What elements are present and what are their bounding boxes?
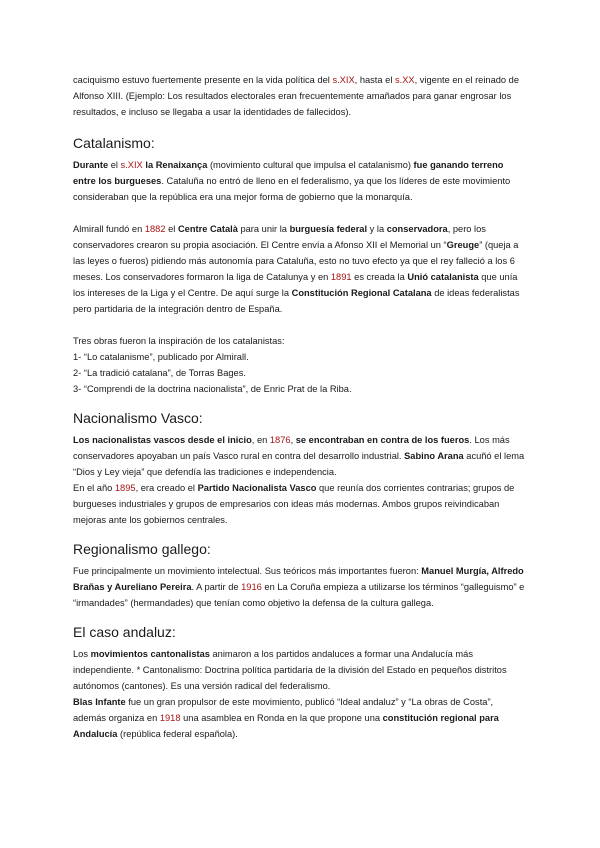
heading-catalanismo: Catalanismo: xyxy=(73,135,155,151)
century-xix: s.XIX xyxy=(332,75,355,85)
heading-caso-andaluz: El caso andaluz: xyxy=(73,624,176,640)
andaluz-paragraph-2: Blas Infante fue un gran propulsor de este movimiento, publicó “Ideal andaluz” y “La obras de Costa”, además organiza en 1918 una asamblea en Ronda en la que propone una constitución regional para Andalucía (república federal española). xyxy=(73,697,499,739)
nacionalismo-paragraph-2: En el año 1895, era creado el Partido Nacionalista Vasco que reunía dos corrientes contrarias; grupos de burgueses industriales y grupos de empresarios con ideas más modernas. Ambos grupos reivindicaban mejoras ante los gobiernos centrales. xyxy=(73,483,515,525)
andaluz-paragraph-1: Los movimientos cantonalistas animaron a los partidos andaluces a formar una Andalucía más independiente. * Cantonalismo: Doctrina política partidaria de la división del Estado en pequeños distritos autónomos (cantones). Es una versión radical del federalismo. xyxy=(73,649,507,691)
regionalismo-paragraph: Fue principalmente un movimiento intelectual. Sus teóricos más importantes fueron: Manuel Murgía, Alfredo Brañas y Aureliano Pereira. A partir de 1916 en La Coruña empieza a utilizarse los términos “galleguismo” e “irmandades” (hermandades) que tenían como objetivo la defensa de la cultura gallega. xyxy=(73,566,525,608)
spacer xyxy=(73,317,528,333)
catalanismo-paragraph-1: Durante el s.XIX la Renaixança (movimiento cultural que impulsa el catalanismo) fue ganando terreno entre los burgueses. Cataluña no entró de lleno en el federalismo, ya que los líderes de este movimiento consideraban que la república era una mejor forma de gobierno que la monarquía. xyxy=(73,160,511,202)
catalanismo-list-intro: Tres obras fueron la inspiración de los catalanistas: xyxy=(73,336,285,346)
list-item: 1- “Lo catalanisme”, publicado por Almirall. xyxy=(73,352,249,362)
heading-regionalismo-gallego: Regionalismo gallego: xyxy=(73,541,211,557)
intro-paragraph: caciquismo estuvo fuertemente presente en la vida política del s.XIX, hasta el s.XX, vigente en el reinado de Alfonso XIII. (Ejemplo: Los resultados electorales eran frecuentemente amañados para ganar engrosar los resultados, e incluso se llegaba a usar la identidades de fallecidos). xyxy=(73,75,520,117)
list-item: 3- “Comprendi de la doctrina nacionalista”, de Enric Prat de la Riba. xyxy=(73,384,352,394)
heading-nacionalismo-vasco: Nacionalismo Vasco: xyxy=(73,410,203,426)
spacer xyxy=(73,205,528,221)
list-item: 2- “La tradició catalana”, de Torras Bages. xyxy=(73,368,246,378)
catalanismo-paragraph-2: Almirall fundó en 1882 el Centre Català para unir la burguesía federal y la conservadora, pero los conservadores crearon su propia asociación. El Centre envía a Afonso XII el Memorial un “Greuge” (queja a las leyes o fueros) pidiendo más autonomía para Cataluña, esto no tuvo efecto ya que el rey falleció a los 6 meses. Los conservadores formaron la liga de Catalunya y en 1891 es creada la Unió catalanista que unía los intereses de la Liga y el Centre. De aquí surge la Constitución Regional Catalana de ideas federalistas pero partidaria de la integración dentro de España. xyxy=(73,224,520,314)
nacionalismo-paragraph-1: Los nacionalistas vascos desde el inicio, en 1876, se encontraban en contra de los fueros. Los más conservadores apoyaban un país Vasco rural en contra del desarrollo industrial. Sabino Arana acuñó el lema “Dios y Ley vieja” que defendía las tradiciones e independencia. xyxy=(73,435,525,477)
century-xx: s.XX xyxy=(394,75,415,85)
